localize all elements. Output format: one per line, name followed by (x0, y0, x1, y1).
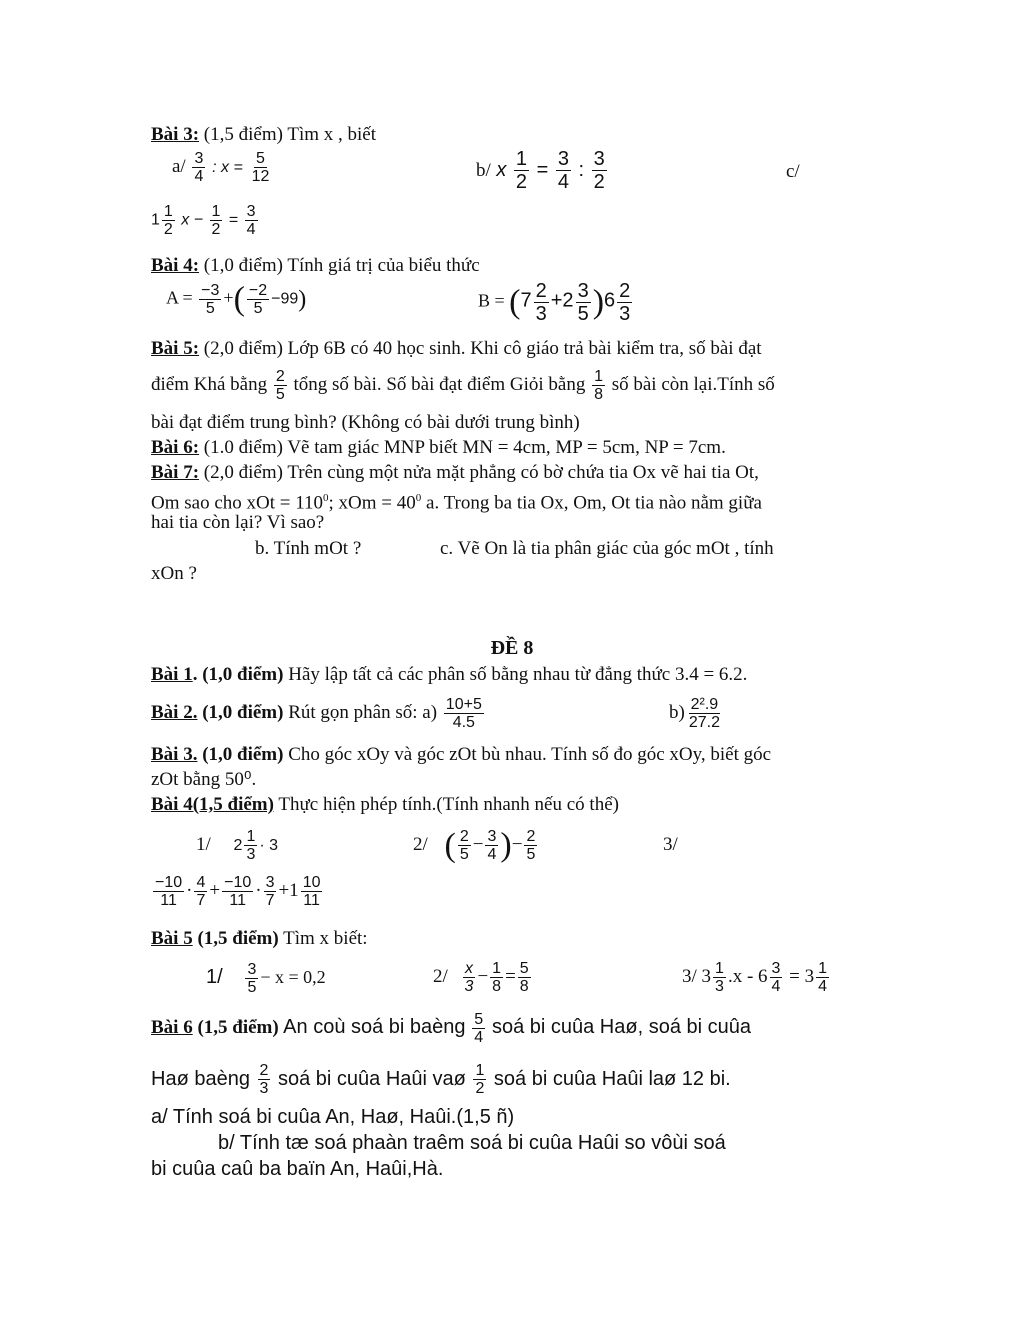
numerator: x (464, 960, 473, 978)
fraction (264, 874, 277, 909)
fraction (153, 874, 184, 909)
fraction (463, 960, 476, 995)
de8-bai5-text: Tìm x biết: (278, 928, 368, 949)
bai5-text2c: số bài còn lại.Tính số (611, 374, 775, 395)
numerator: 1 (715, 960, 724, 978)
de8-bai5-points: (1,5 điểm) (192, 928, 279, 949)
fraction (514, 148, 529, 193)
fraction (518, 960, 531, 995)
denominator: 3 (464, 978, 474, 996)
bai5-line2 (151, 364, 775, 406)
de8-bai1-points: . (1,0 điểm) (192, 664, 284, 685)
de8-bai6-text1: An coù soá bi baèng (278, 1016, 466, 1038)
bai4-label: Bài 4: (151, 255, 200, 276)
numerator: 1 (594, 368, 603, 386)
bai6-line (151, 436, 726, 460)
equals-three: = 3 (784, 966, 815, 987)
var-x: x − (181, 211, 204, 229)
de8-bai1-label: Bài 1 (151, 664, 193, 685)
fraction (713, 960, 726, 995)
plus: + (223, 287, 234, 308)
bai5-text2b: tổng số bài. Số bài đạt điểm Giỏi bằng (293, 374, 586, 395)
numerator: 1 (818, 960, 828, 978)
minus: − (472, 834, 484, 855)
de8-bai4-label: Bài 4(1,5 điểm) (151, 794, 274, 815)
numerator: 1 (515, 148, 528, 170)
part-b-label: b) (669, 702, 685, 723)
bai3-label: Bài 3: (151, 124, 200, 145)
de8-bai2 (151, 690, 486, 736)
bai5-text2a: điểm Khá bằng (151, 374, 268, 395)
denominator: 11 (229, 892, 246, 909)
plus-one: +1 (278, 879, 299, 901)
plus: + (209, 879, 221, 901)
bai3-b-prefix: b/ (476, 159, 491, 181)
fraction (250, 150, 272, 185)
numerator: 3 (247, 961, 257, 979)
numerator: 3 (593, 148, 605, 170)
bai4-text: (1,0 điểm) Tính giá trị của biểu thức (199, 255, 480, 276)
denominator: 7 (265, 892, 275, 909)
expr-B-tail: 6 (604, 289, 616, 312)
fraction (485, 828, 498, 863)
numerator: 3 (557, 148, 569, 170)
denominator: 3 (259, 1080, 269, 1098)
part-label: 1/ (206, 966, 223, 988)
bai4-B (478, 280, 634, 325)
fraction (534, 280, 549, 325)
numerator: 3 (246, 203, 256, 220)
fraction (245, 203, 258, 238)
numerator: 3 (194, 150, 204, 167)
denominator: 5 (247, 979, 257, 997)
de8-bai4-heading (151, 793, 619, 817)
bai3-c-prefix: c/ (786, 161, 800, 182)
colon: : (578, 158, 585, 181)
bai7-text2c: a. Trong ba tia Ox, Om, Ot tia nào nằm giữa (421, 492, 762, 514)
de8-bai6-line4: b/ Tính tæ soá phaàn traêm soá bi cuûa Haûi so vôùi soá (218, 1132, 726, 1154)
fraction (490, 960, 503, 995)
minus: − (477, 966, 489, 987)
de8-bai6-text2c: soá bi cuûa Haûi laø 12 bi. (493, 1068, 731, 1090)
paren-right: ) (500, 826, 512, 864)
de8-bai5-heading (151, 927, 368, 951)
fraction (247, 282, 269, 317)
denominator: 2 (475, 1080, 485, 1098)
numerator: −10 (224, 874, 252, 891)
plus: +2 (550, 289, 574, 312)
fraction (473, 1062, 486, 1097)
numerator: 2 (526, 828, 536, 846)
degree-sup: 0 (415, 492, 422, 504)
bai7-text1: (2,0 điểm) Trên cùng một nửa mặt phẳng có bờ chứa tia Ox vẽ hai tia Ot, (199, 462, 759, 483)
times-three: · 3 (259, 837, 279, 854)
de8-bai5-p2 (433, 954, 533, 1000)
numerator: 1 (475, 1062, 485, 1080)
fraction (444, 696, 484, 731)
equals: = (505, 966, 516, 987)
de8-bai1-text: Hãy lập tất cả các phân số bằng nhau từ đẳng thức 3.4 = 6.2. (283, 664, 748, 685)
expr-A-label: A = (166, 287, 193, 308)
de8-bai4-p2 (413, 822, 539, 868)
expr-A-tail: −99 (271, 290, 299, 308)
denominator: 2 (163, 221, 173, 238)
denominator: 27.2 (688, 714, 720, 732)
fraction (301, 874, 323, 909)
bai3-b (476, 148, 609, 193)
de8-bai3-text1: Cho góc xOy và góc zOt bù nhau. Tính số đo góc xOy, biết góc (283, 744, 772, 765)
de8-bai4-text: Thực hiện phép tính.(Tính nhanh nếu có thể) (273, 794, 619, 815)
denominator: 3 (619, 303, 631, 325)
fraction (472, 1011, 485, 1046)
de8-bai3-line2: zOt bằng 50⁰. (151, 769, 257, 790)
de8-bai6-line5: bi cuûa caû ba baïn An, Haûi,Hà. (151, 1158, 444, 1180)
bai4-heading (151, 254, 480, 278)
denominator: 8 (594, 386, 603, 404)
fraction (222, 874, 253, 909)
denominator: 5 (526, 846, 536, 864)
numerator: 1 (492, 960, 502, 978)
numerator: −3 (201, 282, 220, 299)
bai3-a-mid: : x = (212, 158, 243, 176)
numerator: 3 (487, 828, 497, 846)
bai5-line1 (151, 337, 762, 361)
fraction (458, 828, 471, 863)
bai7-text2b: ; xOm = 40 (328, 492, 416, 514)
numerator: 5 (256, 150, 265, 167)
numerator: 3 (265, 874, 275, 891)
de8-bai2-b (669, 690, 724, 736)
de8-bai3-line1 (151, 743, 771, 767)
numerator: 2 (619, 280, 631, 302)
bai6-text: (1.0 điểm) Vẽ tam giác MNP biết MN = 4cm, MP = 5cm, NP = 7cm. (199, 437, 726, 458)
de8-bai4-p1 (196, 822, 278, 869)
denominator: 4 (818, 978, 828, 996)
bai7-text2: Om sao cho xOt = 110 (151, 492, 324, 514)
de8-bai2-text: Rút gọn phân số: a) (283, 702, 438, 723)
fraction (816, 960, 829, 995)
bai6-label: Bài 6: (151, 437, 200, 458)
denominator: 5 (577, 303, 589, 325)
denominator: 5 (275, 386, 285, 404)
denominator: 3 (535, 303, 547, 325)
de8-bai6-line2 (151, 1056, 731, 1102)
denominator: 4 (557, 171, 569, 193)
bai7-line5: xOn ? (151, 563, 197, 584)
denominator: 4 (771, 978, 781, 996)
fraction (199, 282, 221, 317)
numerator: 3 (577, 280, 589, 302)
part-label: 2/ (413, 834, 428, 855)
numerator: 10 (302, 874, 321, 891)
bai7-line3: hai tia còn lại? Vì sao? (151, 512, 325, 533)
numerator: 2 (259, 1062, 269, 1080)
bai7-part-c: c. Vẽ On là tia phân giác của góc mOt , tính (440, 538, 774, 559)
de8-bai1 (151, 663, 747, 687)
fraction (592, 148, 607, 193)
de8-bai6-text1b: soá bi cuûa Haø, soá bi cuûa (491, 1016, 751, 1038)
equation-mid: .x - 6 (727, 966, 768, 987)
numerator: 2 (459, 828, 469, 846)
paren-right: ) (592, 283, 605, 321)
denominator: 2 (593, 171, 605, 193)
denominator: 4 (474, 1029, 484, 1047)
part-label: 3/ 3 (682, 966, 712, 987)
denominator: 2 (515, 171, 528, 193)
denominator: 3 (246, 846, 256, 864)
denominator: 4.5 (452, 714, 475, 732)
bai7-line1 (151, 461, 759, 485)
degree-sup: 0 (323, 492, 329, 504)
de8-bai5-label: Bài 5 (151, 928, 193, 949)
minus: − (511, 834, 523, 855)
fraction (192, 150, 205, 185)
bai7-part-b: b. Tính mOt ? (255, 538, 362, 559)
numerator: 10+5 (445, 696, 482, 714)
bai7-label: Bài 7: (151, 462, 200, 483)
numerator: −2 (248, 282, 268, 299)
whole-part: 1 (151, 211, 160, 229)
numerator: 1 (246, 828, 256, 846)
part-label: 1/ (196, 834, 211, 855)
denominator: 5 (459, 846, 469, 864)
de8-bai2-label: Bài 2. (151, 702, 198, 723)
paren-right: ) (298, 286, 307, 313)
denominator: 5 (205, 300, 215, 317)
numerator: 3 (771, 960, 781, 978)
whole-part: 2 (233, 837, 243, 854)
numerator: −10 (155, 874, 183, 891)
fraction (617, 280, 632, 325)
bai3-a (172, 150, 273, 185)
numerator: 2 (535, 280, 547, 302)
fraction (556, 148, 571, 193)
part-label: 2/ (433, 966, 448, 987)
fraction (687, 696, 722, 731)
de8-bai6-points: (1,5 điểm) (192, 1017, 279, 1038)
denominator: 8 (519, 978, 529, 996)
bai3-c (151, 203, 260, 238)
de8-bai5-p3 (682, 954, 831, 1000)
de8-bai4-p3-label: 3/ (663, 834, 678, 855)
fraction (244, 828, 257, 863)
fraction (210, 203, 223, 238)
denominator: 11 (303, 892, 320, 909)
denominator: 2 (211, 221, 221, 238)
de8-bai3-points: (1,0 điểm) (197, 744, 284, 765)
whole-part: 7 (520, 289, 532, 312)
numerator: 1 (211, 203, 221, 220)
bai3-heading (151, 123, 376, 147)
denominator: 4 (194, 168, 204, 185)
fraction (576, 280, 591, 325)
denominator: 4 (487, 846, 497, 864)
bai5-text1: (2,0 điểm) Lớp 6B có 40 học sinh. Khi cô giáo trả bài kiểm tra, số bài đạt (199, 338, 762, 359)
paren-left: ( (444, 826, 456, 864)
bai3-a-prefix: a/ (172, 155, 186, 177)
fraction (770, 960, 783, 995)
equals: = (536, 158, 549, 181)
denominator: 8 (492, 978, 502, 996)
denominator: 11 (160, 892, 177, 909)
bai5-line3: bài đạt điểm trung bình? (Không có bài dưới trung bình) (151, 412, 580, 433)
de8-bai6-line3: a/ Tính soá bi cuûa An, Haø, Haûi.(1,5 ñ) (151, 1106, 515, 1128)
de8-bai2-points: (1,0 điểm) (197, 702, 284, 723)
paren-left: ( (233, 280, 245, 318)
numerator: 4 (196, 874, 206, 891)
denominator: 4 (246, 221, 256, 238)
numerator: 2 (275, 368, 285, 386)
numerator: 2².9 (690, 696, 719, 714)
fraction (194, 874, 207, 909)
section-title: ĐỀ 8 (490, 637, 534, 659)
fraction (274, 368, 287, 403)
de8-bai6-text2b: soá bi cuûa Haûi vaø (278, 1068, 466, 1090)
numerator: 1 (163, 203, 173, 220)
denominator: 7 (196, 892, 206, 909)
equation-rest: − x = 0,2 (260, 967, 326, 987)
numerator: 5 (474, 1011, 484, 1029)
paren-left: ( (509, 283, 521, 321)
de8-bai6-label: Bài 6 (151, 1017, 193, 1038)
de8-bai5-p1 (206, 954, 326, 1001)
numerator: 5 (519, 960, 529, 978)
bai4-A (166, 282, 306, 317)
equals: = (228, 211, 239, 229)
de8-bai3-label: Bài 3. (151, 744, 198, 765)
denominator: 12 (251, 168, 270, 185)
de8-bai6-line1 (151, 1004, 751, 1051)
fraction (258, 1062, 271, 1097)
fraction (524, 828, 537, 863)
denominator: 3 (715, 978, 724, 996)
fraction (245, 961, 258, 996)
var-x: x (496, 158, 507, 181)
de8-bai4-p3-expr: $\frac{-10}{11}$ · $\frac{4}{7}$ + $\frac{-10}{11}$ · $\frac{3}{7}$ +1 $\frac{10}{11}$ (155, 874, 321, 909)
de8-bai6-text2a: Haø baèng (151, 1068, 250, 1090)
expr-B-label: B = (478, 290, 505, 311)
fraction (162, 203, 175, 238)
fraction (592, 368, 605, 403)
bai3-text: (1,5 điểm) Tìm x , biết (199, 124, 376, 145)
bai5-label: Bài 5: (151, 338, 200, 359)
denominator: 5 (253, 300, 263, 317)
